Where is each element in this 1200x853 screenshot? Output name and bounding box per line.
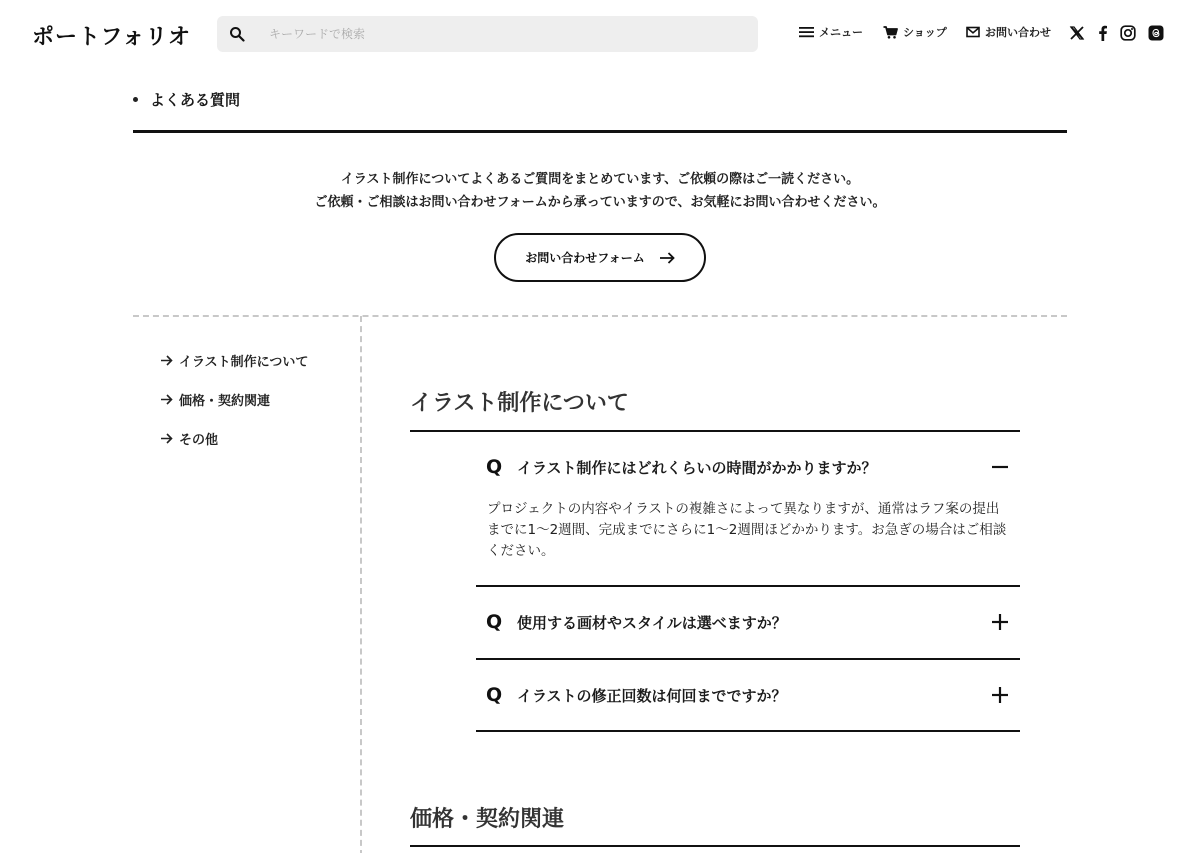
x-icon[interactable] xyxy=(1069,25,1085,41)
contact-form-button-label: お問い合わせフォーム xyxy=(525,251,645,265)
bullet-icon xyxy=(133,97,138,102)
contact-form-button[interactable] xyxy=(494,233,706,282)
sidebar-item-illustration[interactable] xyxy=(160,351,308,370)
nav-menu[interactable] xyxy=(799,24,863,40)
faq-divider xyxy=(476,658,1020,660)
arrow-right-icon xyxy=(160,433,173,444)
facebook-icon[interactable] xyxy=(1095,25,1111,41)
arrow-right-icon xyxy=(659,252,675,264)
section-title: イラスト制作について xyxy=(410,391,629,416)
faq-question[interactable] xyxy=(486,456,1010,478)
section-title-rule xyxy=(410,845,1020,847)
plus-icon[interactable] xyxy=(990,612,1010,632)
menu-icon xyxy=(799,26,814,38)
intro-line-1: イラスト制作についてよくあるご質問をまとめています、ご依頼の際はご一読ください。 xyxy=(340,172,860,187)
faq-question[interactable] xyxy=(486,684,1010,706)
nav-shop[interactable] xyxy=(883,24,947,40)
instagram-icon[interactable] xyxy=(1120,25,1136,41)
mail-icon xyxy=(966,26,980,38)
plus-icon[interactable] xyxy=(990,685,1010,705)
section-title: 価格・契約関連 xyxy=(410,807,565,832)
section-divider xyxy=(133,315,1067,317)
page-title-text: よくある質問 xyxy=(150,91,241,109)
nav-menu-label: メニュー xyxy=(819,26,863,39)
faq-question[interactable] xyxy=(486,611,1010,633)
intro-line-2: ご依頼・ご相談はお問い合わせフォームから承っていますので、お気軽にお問い合わせください。 xyxy=(314,195,886,210)
search-bar[interactable] xyxy=(217,16,758,52)
cart-icon xyxy=(883,26,898,39)
site-logo[interactable]: ポートフォリオ xyxy=(32,25,192,50)
q-mark: Q xyxy=(486,611,503,633)
nav-shop-label: ショップ xyxy=(903,26,947,39)
sidebar-item-pricing[interactable] xyxy=(160,390,270,409)
search-input[interactable] xyxy=(269,16,739,52)
page-title xyxy=(133,89,240,110)
minus-icon[interactable] xyxy=(990,457,1010,477)
sidebar-item-label: イラスト制作について xyxy=(179,355,309,370)
faq-question-text: 使用する画材やスタイルは選べますか？ xyxy=(517,613,787,632)
arrow-right-icon xyxy=(160,394,173,405)
sidebar-item-label: 価格・契約関連 xyxy=(179,394,271,409)
sidebar-item-other[interactable] xyxy=(160,429,218,448)
faq-question-text: イラスト制作にはどれくらいの時間がかかりますか？ xyxy=(517,458,877,477)
section-title-rule xyxy=(410,430,1020,432)
faq-divider xyxy=(476,585,1020,587)
nav-contact[interactable] xyxy=(966,24,1051,40)
threads-icon[interactable] xyxy=(1148,25,1164,41)
faq-divider xyxy=(476,730,1020,732)
q-mark: Q xyxy=(486,456,503,478)
heading-divider xyxy=(133,130,1067,133)
arrow-right-icon xyxy=(160,355,173,366)
faq-answer: プロジェクトの内容やイラストの複雑さによって異なりますが、通常はラフ案の提出までに1〜2週間、完成までにさらに1〜2週間ほどかかります。お急ぎの場合はご相談ください。 xyxy=(487,501,1007,559)
intro-text xyxy=(133,168,1067,214)
q-mark: Q xyxy=(486,684,503,706)
nav-contact-label: お問い合わせ xyxy=(985,26,1051,39)
sidebar-item-label: その他 xyxy=(179,433,219,448)
faq-question-text: イラストの修正回数は何回までですか？ xyxy=(517,686,787,705)
search-icon xyxy=(229,26,245,42)
site-header xyxy=(0,0,1200,68)
sidebar-divider xyxy=(360,316,362,853)
